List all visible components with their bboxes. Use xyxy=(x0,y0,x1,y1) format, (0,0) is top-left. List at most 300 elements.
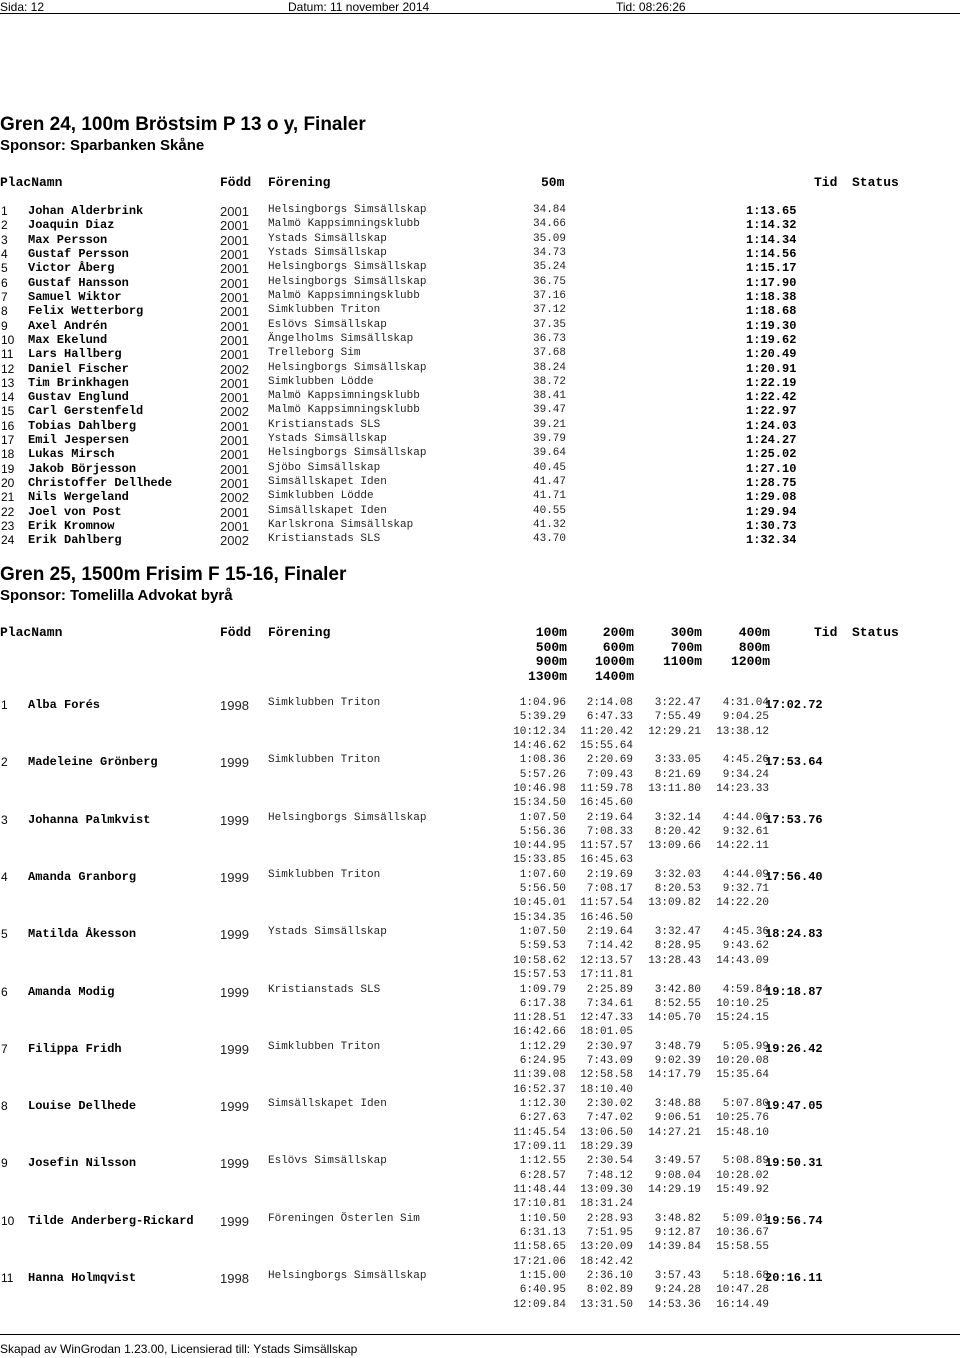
split-time: 5:59.53 xyxy=(519,940,566,953)
split-time: 3:49.57 xyxy=(654,1155,701,1168)
table-row xyxy=(0,1041,960,1097)
split-time: 11:59.78 xyxy=(580,782,633,795)
birth-year: 2001 xyxy=(220,332,249,348)
club-name: Simklubben Triton xyxy=(268,868,381,881)
swimmer-name: Max Persson xyxy=(28,232,108,247)
split-time: 1:07.50 xyxy=(519,926,566,939)
table-row xyxy=(0,347,960,361)
split-time: 1:12.30 xyxy=(519,1098,566,1111)
split-time: 17:21.06 xyxy=(513,1255,566,1268)
split-time: 10:47.28 xyxy=(716,1284,769,1297)
table-row xyxy=(0,376,960,390)
col-split-distance: 1300m xyxy=(527,668,567,684)
event1-title: Gren 24, 100m Bröstsim P 13 o y, Finaler xyxy=(0,114,366,135)
footer-divider xyxy=(0,1334,960,1335)
split-time: 3:57.43 xyxy=(654,1270,701,1282)
split-time: 3:32.14 xyxy=(654,811,701,824)
split-time: 14:23.33 xyxy=(716,782,769,795)
swimmer-name: Madeleine Grönberg xyxy=(28,755,158,770)
split-time: 11:48.44 xyxy=(513,1183,566,1196)
split-time: 3:33.05 xyxy=(654,754,701,767)
final-time: 1:27.10 xyxy=(746,461,797,476)
final-time: 1:22.19 xyxy=(746,375,797,390)
final-time: 1:19.30 xyxy=(746,318,797,333)
col-split-distance: 300m xyxy=(670,625,702,640)
split-time: 7:48.12 xyxy=(586,1169,633,1182)
split-time: 9:32.61 xyxy=(722,825,769,838)
split-time: 7:43.09 xyxy=(586,1055,633,1068)
split-50m: 35.24 xyxy=(533,261,567,274)
place: 8 xyxy=(1,304,8,319)
swimmer-name: Gustav Englund xyxy=(28,390,129,405)
final-time: 20:16.11 xyxy=(765,1271,823,1285)
split-time: 15:34.50 xyxy=(513,797,566,810)
split-time: 6:17.38 xyxy=(519,997,566,1010)
split-time: 4:44.09 xyxy=(722,868,769,881)
col-tid: Tid xyxy=(814,625,838,640)
final-time: 17:53.64 xyxy=(765,755,823,770)
club-name: Kristianstads SLS xyxy=(268,533,381,546)
table-row xyxy=(0,984,960,1040)
club-name: Simsällskapet Iden xyxy=(268,504,387,517)
swimmer-name: Gustaf Persson xyxy=(28,246,129,261)
split-time: 1:09.79 xyxy=(519,983,566,996)
birth-year: 1998 xyxy=(220,1271,249,1286)
final-time: 1:18.68 xyxy=(746,304,797,319)
table-row xyxy=(0,390,960,404)
table-row xyxy=(0,812,960,868)
col-split-distance: 600m xyxy=(602,639,634,655)
split-50m: 39.47 xyxy=(533,404,567,417)
split-time: 6:31.13 xyxy=(519,1226,566,1239)
final-time: 1:28.75 xyxy=(746,476,797,491)
split-time: 8:21.69 xyxy=(654,768,701,781)
split-50m: 39.64 xyxy=(533,447,567,460)
table-row xyxy=(0,1098,960,1154)
place: 9 xyxy=(1,1156,8,1171)
table-row xyxy=(0,462,960,476)
split-time: 6:24.95 xyxy=(519,1055,566,1068)
split-50m: 38.41 xyxy=(533,390,567,403)
split-time: 3:32.47 xyxy=(654,926,701,939)
swimmer-name: Erik Dahlberg xyxy=(28,533,122,548)
club-name: Simklubben Triton xyxy=(268,1040,381,1053)
event2-sponsor: Sponsor: Tomelilla Advokat byrå xyxy=(0,587,233,604)
place: 6 xyxy=(1,984,8,999)
place: 10 xyxy=(1,1213,15,1228)
split-time: 1:10.50 xyxy=(519,1212,566,1225)
split-time: 15:58.55 xyxy=(716,1241,769,1254)
birth-year: 1999 xyxy=(220,984,249,1000)
split-time: 14:22.11 xyxy=(716,840,769,853)
place: 2 xyxy=(1,755,8,770)
split-50m: 37.16 xyxy=(533,289,567,302)
club-name: Helsingborgs Simsällskap xyxy=(268,447,427,460)
place: 11 xyxy=(1,1271,14,1285)
split-time: 18:31.24 xyxy=(580,1198,633,1211)
birth-year: 2001 xyxy=(220,232,249,248)
split-time: 6:27.63 xyxy=(519,1112,566,1125)
split-time: 13:38.12 xyxy=(716,725,769,738)
club-name: Ystads Simsällskap xyxy=(268,232,387,245)
birth-year: 1999 xyxy=(220,869,249,885)
birth-year: 2001 xyxy=(220,289,249,305)
split-time: 13:09.82 xyxy=(648,897,701,910)
split-time: 14:53.36 xyxy=(648,1298,701,1311)
split-time: 3:48.79 xyxy=(654,1040,701,1053)
split-time: 8:20.53 xyxy=(654,883,701,896)
split-time: 14:46.62 xyxy=(513,739,566,752)
swimmer-name: Jakob Börjesson xyxy=(28,461,137,476)
split-time: 15:48.10 xyxy=(716,1126,769,1139)
final-time: 1:25.02 xyxy=(746,447,797,462)
swimmer-name: Filippa Fridh xyxy=(28,1041,122,1056)
split-time: 7:51.95 xyxy=(586,1226,633,1239)
split-time: 5:56.36 xyxy=(519,825,566,838)
split-time: 3:32.03 xyxy=(654,868,701,881)
place: 9 xyxy=(1,318,8,333)
split-time: 7:08.33 xyxy=(586,825,633,838)
final-time: 1:29.94 xyxy=(746,504,797,519)
place: 5 xyxy=(1,927,8,942)
split-time: 13:20.09 xyxy=(580,1241,633,1254)
place: 7 xyxy=(1,289,8,304)
place: 4 xyxy=(1,246,8,261)
split-time: 5:18.68 xyxy=(722,1270,769,1282)
swimmer-name: Matilda Åkesson xyxy=(28,927,137,942)
split-time: 9:06.51 xyxy=(654,1112,701,1125)
table-row xyxy=(0,247,960,261)
split-time: 14:05.70 xyxy=(648,1012,701,1025)
split-time: 3:22.47 xyxy=(654,697,701,709)
split-time: 15:35.64 xyxy=(716,1069,769,1082)
swimmer-name: Axel Andrén xyxy=(28,318,108,333)
place: 6 xyxy=(1,275,8,290)
split-time: 14:27.21 xyxy=(648,1126,701,1139)
final-time: 1:32.34 xyxy=(746,533,797,548)
col-forening: Förening xyxy=(268,175,331,190)
split-time: 11:57.57 xyxy=(580,840,633,853)
split-time: 7:14.42 xyxy=(586,940,633,953)
table-row xyxy=(0,926,960,982)
col-tid: Tid xyxy=(814,175,838,190)
split-time: 7:55.49 xyxy=(654,711,701,724)
club-name: Helsingborgs Simsällskap xyxy=(268,261,427,274)
birth-year: 2001 xyxy=(220,476,249,492)
col-split-distance: 1100m xyxy=(662,654,702,669)
club-name: Helsingborgs Simsällskap xyxy=(268,361,427,374)
final-time: 17:53.76 xyxy=(765,812,823,827)
place: 15 xyxy=(1,404,15,419)
col-forening: Förening xyxy=(268,625,331,640)
split-time: 7:08.17 xyxy=(586,883,633,896)
table-row xyxy=(0,533,960,547)
club-name: Eslövs Simsällskap xyxy=(268,318,387,331)
swimmer-name: Felix Wetterborg xyxy=(28,304,144,319)
split-time: 9:24.28 xyxy=(654,1284,701,1297)
split-time: 5:05.99 xyxy=(722,1040,769,1053)
club-name: Helsingborgs Simsällskap xyxy=(268,1270,427,1282)
final-time: 1:19.62 xyxy=(746,332,797,347)
birth-year: 2001 xyxy=(220,433,249,449)
place: 3 xyxy=(1,232,8,247)
split-time: 9:08.04 xyxy=(654,1169,701,1182)
table-row xyxy=(0,505,960,519)
table-row xyxy=(0,519,960,533)
table-row xyxy=(0,218,960,232)
split-time: 1:12.29 xyxy=(519,1040,566,1053)
table-row xyxy=(0,261,960,275)
birth-year: 1999 xyxy=(220,812,249,828)
split-time: 5:56.50 xyxy=(519,883,566,896)
split-50m: 40.55 xyxy=(533,504,567,517)
club-name: Simsällskapet Iden xyxy=(268,476,387,489)
split-time: 16:45.60 xyxy=(580,797,633,810)
split-time: 4:31.04 xyxy=(722,697,769,709)
split-50m: 41.71 xyxy=(533,490,567,503)
final-time: 19:50.31 xyxy=(765,1156,823,1171)
table-row xyxy=(0,204,960,218)
split-time: 14:29.19 xyxy=(648,1183,701,1196)
col-split-distance: 1400m xyxy=(594,668,634,684)
split-time: 11:39.08 xyxy=(513,1069,566,1082)
split-time: 6:47.33 xyxy=(586,711,633,724)
swimmer-name: Amanda Modig xyxy=(28,984,115,999)
club-name: Simklubben Lödde xyxy=(268,490,374,503)
split-time: 17:11.81 xyxy=(580,969,633,982)
split-time: 10:46.98 xyxy=(513,782,566,795)
col-status: Status xyxy=(852,625,899,640)
birth-year: 2001 xyxy=(220,261,249,277)
swimmer-name: Daniel Fischer xyxy=(28,361,129,376)
swimmer-name: Joel von Post xyxy=(28,504,122,519)
split-50m: 39.21 xyxy=(533,418,567,431)
club-name: Malmö Kappsimningsklubb xyxy=(268,390,420,403)
split-time: 7:34.61 xyxy=(586,997,633,1010)
birth-year: 2001 xyxy=(220,418,249,434)
split-time: 8:02.89 xyxy=(586,1284,633,1297)
split-time: 4:45.36 xyxy=(722,926,769,939)
split-50m: 36.73 xyxy=(533,332,567,345)
split-time: 2:25.89 xyxy=(586,983,633,996)
split-time: 5:08.89 xyxy=(722,1155,769,1168)
swimmer-name: Louise Dellhede xyxy=(28,1099,137,1114)
club-name: Helsingborgs Simsällskap xyxy=(268,811,427,824)
club-name: Karlskrona Simsällskap xyxy=(268,519,414,532)
swimmer-name: Tim Brinkhagen xyxy=(28,375,129,390)
final-time: 1:29.08 xyxy=(746,490,797,505)
split-time: 2:30.02 xyxy=(586,1098,633,1111)
swimmer-name: Lukas Mirsch xyxy=(28,447,115,462)
club-name: Simklubben Triton xyxy=(268,697,381,709)
club-name: Malmö Kappsimningsklubb xyxy=(268,404,420,417)
club-name: Simklubben Triton xyxy=(268,754,381,767)
split-time: 10:25.76 xyxy=(716,1112,769,1125)
split-time: 15:57.53 xyxy=(513,969,566,982)
final-time: 1:20.91 xyxy=(746,361,797,376)
print-time: Tid: 08:26:26 xyxy=(616,0,686,14)
table-row xyxy=(0,362,960,376)
place: 8 xyxy=(1,1099,8,1114)
table-row xyxy=(0,290,960,304)
split-time: 2:30.54 xyxy=(586,1155,633,1168)
final-time: 1:30.73 xyxy=(746,519,797,534)
split-time: 10:58.62 xyxy=(513,954,566,967)
birth-year: 2001 xyxy=(220,218,249,234)
split-time: 5:07.80 xyxy=(722,1098,769,1111)
split-time: 18:42.42 xyxy=(580,1255,633,1268)
col-split-distance: 400m xyxy=(738,625,770,640)
split-time: 14:39.84 xyxy=(648,1241,701,1254)
split-time: 13:31.50 xyxy=(580,1298,633,1311)
birth-year: 2001 xyxy=(220,390,249,406)
col-split-distance: 200m xyxy=(602,625,634,640)
split-time: 18:29.39 xyxy=(580,1140,633,1153)
place: 22 xyxy=(1,504,15,519)
split-time: 10:10.25 xyxy=(716,997,769,1010)
final-time: 1:13.65 xyxy=(746,204,797,218)
swimmer-name: Lars Hallberg xyxy=(28,347,122,362)
table-row xyxy=(0,697,960,753)
club-name: Malmö Kappsimningsklubb xyxy=(268,218,420,231)
split-time: 2:20.69 xyxy=(586,754,633,767)
split-time: 13:09.30 xyxy=(580,1183,633,1196)
place: 24 xyxy=(1,533,15,548)
final-time: 1:22.97 xyxy=(746,404,797,419)
split-time: 12:58.58 xyxy=(580,1069,633,1082)
split-time: 10:45.01 xyxy=(513,897,566,910)
split-time: 9:34.24 xyxy=(722,768,769,781)
split-50m: 38.72 xyxy=(533,375,567,388)
split-time: 11:58.65 xyxy=(513,1241,566,1254)
split-time: 3:48.88 xyxy=(654,1098,701,1111)
swimmer-name: Amanda Granborg xyxy=(28,869,137,884)
col-split-distance: 500m xyxy=(535,639,567,655)
swimmer-name: Tobias Dahlberg xyxy=(28,418,137,433)
split-time: 15:33.85 xyxy=(513,854,566,867)
place: 1 xyxy=(1,204,8,218)
final-time: 1:17.90 xyxy=(746,275,797,290)
split-time: 16:45.63 xyxy=(580,854,633,867)
final-time: 1:22.42 xyxy=(746,390,797,405)
split-time: 5:09.01 xyxy=(722,1212,769,1225)
final-time: 1:20.49 xyxy=(746,347,797,362)
club-name: Simsällskapet Iden xyxy=(268,1098,387,1111)
swimmer-name: Johanna Palmkvist xyxy=(28,812,151,827)
col-split-distance: 1000m xyxy=(594,654,634,669)
final-time: 1:14.32 xyxy=(746,218,797,233)
split-time: 1:08.36 xyxy=(519,754,566,767)
split-time: 12:09.84 xyxy=(513,1298,566,1311)
table-row xyxy=(0,276,960,290)
table-row xyxy=(0,333,960,347)
split-time: 1:15.00 xyxy=(519,1270,566,1282)
birth-year: 2001 xyxy=(220,519,249,535)
club-name: Kristianstads SLS xyxy=(268,983,381,996)
print-date: Datum: 11 november 2014 xyxy=(288,0,430,14)
col-50m: 50m xyxy=(541,175,565,190)
split-50m: 38.24 xyxy=(533,361,567,374)
split-time: 10:36.67 xyxy=(716,1226,769,1239)
birth-year: 2002 xyxy=(220,533,249,549)
table-row xyxy=(0,490,960,504)
split-time: 11:57.54 xyxy=(580,897,633,910)
place: 10 xyxy=(1,332,15,347)
place: 5 xyxy=(1,261,8,276)
split-time: 2:19.64 xyxy=(586,926,633,939)
split-time: 10:20.08 xyxy=(716,1055,769,1068)
split-time: 12:47.33 xyxy=(580,1012,633,1025)
final-time: 18:24.83 xyxy=(765,927,823,942)
split-time: 9:12.87 xyxy=(654,1226,701,1239)
split-50m: 41.47 xyxy=(533,476,567,489)
swimmer-name: Johan Alderbrink xyxy=(28,204,144,218)
col-split-distance: 800m xyxy=(738,639,770,655)
split-50m: 43.70 xyxy=(533,533,567,546)
swimmer-name: Josefin Nilsson xyxy=(28,1156,137,1171)
swimmer-name: Joaquin Diaz xyxy=(28,218,115,233)
table-row xyxy=(0,476,960,490)
split-time: 9:32.71 xyxy=(722,883,769,896)
birth-year: 2002 xyxy=(220,404,249,420)
birth-year: 2001 xyxy=(220,318,249,334)
col-plac-namn: PlacNamn xyxy=(0,175,63,190)
place: 19 xyxy=(1,461,15,476)
place: 11 xyxy=(1,347,14,362)
split-time: 15:24.15 xyxy=(716,1012,769,1025)
birth-year: 1999 xyxy=(220,1041,249,1057)
split-time: 13:09.66 xyxy=(648,840,701,853)
split-time: 10:44.95 xyxy=(513,840,566,853)
header-divider xyxy=(0,13,960,14)
place: 16 xyxy=(1,418,15,433)
swimmer-name: Emil Jespersen xyxy=(28,433,129,448)
event2-title: Gren 25, 1500m Frisim F 15-16, Finaler xyxy=(0,564,347,585)
split-time: 1:04.96 xyxy=(519,697,566,709)
final-time: 1:24.27 xyxy=(746,433,797,448)
split-time: 2:28.93 xyxy=(586,1212,633,1225)
split-time: 11:28.51 xyxy=(513,1012,566,1025)
split-time: 12:13.57 xyxy=(580,954,633,967)
final-time: 17:02.72 xyxy=(765,698,823,712)
final-time: 1:14.56 xyxy=(746,246,797,261)
place: 14 xyxy=(1,390,15,405)
split-time: 15:55.64 xyxy=(580,739,633,752)
final-time: 17:56.40 xyxy=(765,869,823,884)
split-50m: 36.75 xyxy=(533,275,567,288)
split-time: 3:48.82 xyxy=(654,1212,701,1225)
split-time: 18:01.05 xyxy=(580,1026,633,1039)
place: 2 xyxy=(1,218,8,233)
club-name: Helsingborgs Simsällskap xyxy=(268,275,427,288)
club-name: Trelleborg Sim xyxy=(268,347,361,360)
birth-year: 1999 xyxy=(220,927,249,943)
col-status: Status xyxy=(852,175,899,190)
birth-year: 2001 xyxy=(220,304,249,320)
final-time: 1:14.34 xyxy=(746,232,797,247)
split-50m: 35.09 xyxy=(533,232,567,245)
birth-year: 2001 xyxy=(220,375,249,391)
place: 13 xyxy=(1,375,15,390)
club-name: Ystads Simsällskap xyxy=(268,246,387,259)
birth-year: 2001 xyxy=(220,461,249,477)
club-name: Ängelholms Simsällskap xyxy=(268,332,414,345)
birth-year: 1999 xyxy=(220,1213,249,1229)
split-time: 11:20.42 xyxy=(580,725,633,738)
club-name: Helsingborgs Simsällskap xyxy=(268,204,427,216)
club-name: Eslövs Simsällskap xyxy=(268,1155,387,1168)
place: 12 xyxy=(1,361,15,376)
